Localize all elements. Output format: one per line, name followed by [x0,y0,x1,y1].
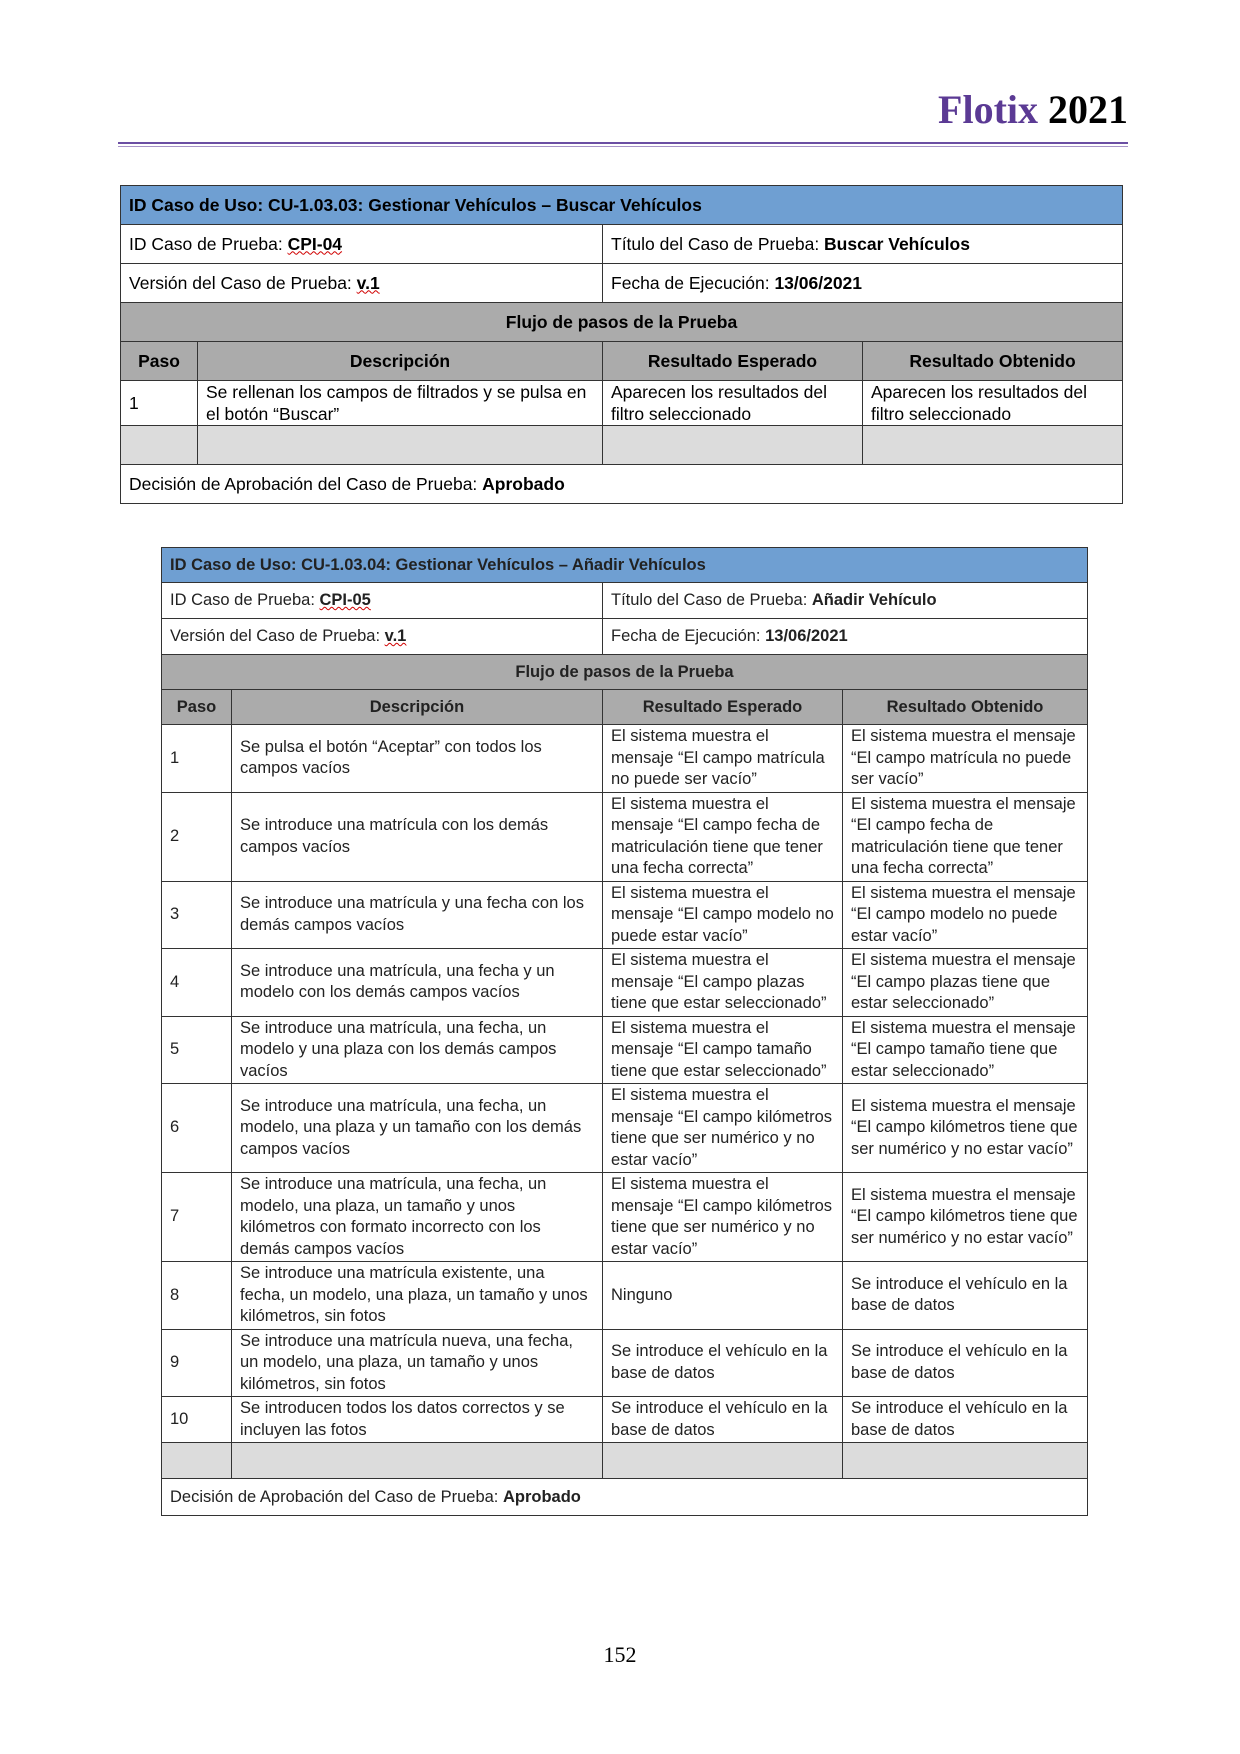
step-number: 8 [162,1262,232,1330]
table-row [162,792,1088,881]
empty-cell [232,1443,603,1479]
step-number: 10 [162,1397,232,1443]
step-description: Se introduce una matrícula con los demás campos vacíos [232,792,603,881]
step-expected: El sistema muestra el mensaje “El campo kilómetros tiene que ser numérico y no estar vacío” [603,1084,843,1173]
test-title-value: Añadir Vehículo [811,591,937,609]
step-obtained: El sistema muestra el mensaje “El campo fecha de matriculación tiene que tener una fecha correcta” [843,792,1088,881]
step-obtained: El sistema muestra el mensaje “El campo tamaño tiene que estar seleccionado” [843,1016,1088,1084]
test-date-value: 13/06/2021 [774,272,863,293]
test-version-cell [121,264,603,303]
test-version-value: v.1 [384,627,407,645]
test-id-cell [121,225,603,264]
step-obtained: El sistema muestra el mensaje “El campo plazas tiene que estar seleccionado” [843,949,1088,1017]
step-obtained: Aparecen los resultados del filtro seleccionado [863,381,1123,426]
test-id-label: ID Caso de Prueba: [170,591,320,609]
step-description: Se rellenan los campos de filtrados y se pulsa en el botón “Buscar” [198,381,603,426]
empty-cell [121,426,198,465]
step-obtained: El sistema muestra el mensaje “El campo kilómetros tiene que ser numérico y no estar vacío” [843,1084,1088,1173]
column-header-descripcion: Descripción [198,342,603,381]
column-header-paso: Paso [162,690,232,725]
test-version-cell [162,619,603,655]
step-description: Se introducen todos los datos correctos y se incluyen las fotos [232,1397,603,1443]
decision-value: Aprobado [502,1487,581,1506]
test-version-label: Versión del Caso de Prueba: [129,272,357,293]
test-date-label: Fecha de Ejecución: [611,627,766,645]
table-row [121,381,1123,426]
table-row [162,1173,1088,1262]
flow-section-title: Flujo de pasos de la Prueba [162,655,1088,690]
column-header-descripcion: Descripción [232,690,603,725]
empty-cell [863,426,1123,465]
test-date-cell [603,619,1088,655]
test-title-label: Título del Caso de Prueba: [611,233,825,254]
step-obtained: El sistema muestra el mensaje “El campo modelo no puede estar vacío” [843,881,1088,949]
empty-cell [198,426,603,465]
step-description: Se introduce una matrícula, una fecha, un modelo, una plaza y un tamaño con los demás campos vacíos [232,1084,603,1173]
step-description: Se introduce una matrícula nueva, una fecha, un modelo, una plaza, un tamaño y unos kilómetros, sin fotos [232,1329,603,1397]
step-expected: El sistema muestra el mensaje “El campo kilómetros tiene que ser numérico y no estar vacío” [603,1173,843,1262]
table-row [162,1084,1088,1173]
flow-section-title: Flujo de pasos de la Prueba [121,303,1123,342]
step-description: Se introduce una matrícula existente, una fecha, un modelo, una plaza, un tamaño y unos kilómetros, sin fotos [232,1262,603,1330]
step-description: Se introduce una matrícula, una fecha, un modelo y una plaza con los demás campos vacíos [232,1016,603,1084]
test-id-label: ID Caso de Prueba: [129,233,288,254]
empty-cell [162,1443,232,1479]
test-id-cell [162,583,603,619]
use-case-header: ID Caso de Uso: CU-1.03.04: Gestionar Vehículos – Añadir Vehículos [162,548,1088,583]
test-date-cell [603,264,1123,303]
empty-cell [843,1443,1088,1479]
step-expected: El sistema muestra el mensaje “El campo plazas tiene que estar seleccionado” [603,949,843,1017]
step-number: 1 [162,725,232,793]
decision-label: Decisión de Aprobación del Caso de Prueba: [170,1487,503,1506]
page-number: 152 [603,1642,637,1667]
column-header-paso: Paso [121,342,198,381]
column-header-esperado: Resultado Esperado [603,690,843,725]
step-description: Se introduce una matrícula y una fecha con los demás campos vacíos [232,881,603,949]
test-case-table-cpi-04 [120,185,1123,504]
step-number: 2 [162,792,232,881]
document-year: 2021 [1048,87,1128,132]
empty-row [121,426,1123,465]
step-number: 1 [121,381,198,426]
column-header-esperado: Resultado Esperado [603,342,863,381]
decision-label: Decisión de Aprobación del Caso de Prueba: [129,473,483,494]
table-row [162,1329,1088,1397]
empty-cell [603,426,863,465]
step-expected: El sistema muestra el mensaje “El campo modelo no puede estar vacío” [603,881,843,949]
step-number: 5 [162,1016,232,1084]
step-expected: Ninguno [603,1262,843,1330]
test-date-label: Fecha de Ejecución: [611,272,775,293]
test-title-label: Título del Caso de Prueba: [611,591,812,609]
header-divider-secondary [118,146,1128,147]
step-obtained: Se introduce el vehículo en la base de datos [843,1329,1088,1397]
use-case-header: ID Caso de Uso: CU-1.03.03: Gestionar Vehículos – Buscar Vehículos [121,186,1123,225]
step-description: Se introduce una matrícula, una fecha y un modelo con los demás campos vacíos [232,949,603,1017]
step-obtained: El sistema muestra el mensaje “El campo matrícula no puede ser vacío” [843,725,1088,793]
test-date-value: 13/06/2021 [765,627,848,645]
brand-name: Flotix [938,87,1038,132]
test-title-cell [603,225,1123,264]
step-number: 4 [162,949,232,1017]
approval-decision [162,1479,1088,1516]
step-number: 3 [162,881,232,949]
test-version-value: v.1 [356,272,380,293]
step-description: Se pulsa el botón “Aceptar” con todos los campos vacíos [232,725,603,793]
step-obtained: El sistema muestra el mensaje “El campo kilómetros tiene que ser numérico y no estar vacío” [843,1173,1088,1262]
step-expected: Se introduce el vehículo en la base de datos [603,1397,843,1443]
table-row [162,1397,1088,1443]
header-divider [118,142,1128,144]
step-obtained: Se introduce el vehículo en la base de datos [843,1262,1088,1330]
test-id-value: CPI-04 [287,233,343,254]
approval-decision [121,465,1123,504]
step-number: 6 [162,1084,232,1173]
test-version-label: Versión del Caso de Prueba: [170,627,385,645]
table-row [162,949,1088,1017]
test-id-value: CPI-05 [319,591,371,609]
step-expected: Aparecen los resultados del filtro seleccionado [603,381,863,426]
table-row [162,725,1088,793]
step-expected: El sistema muestra el mensaje “El campo fecha de matriculación tiene que tener una fecha correcta” [603,792,843,881]
decision-value: Aprobado [482,473,565,494]
step-number: 7 [162,1173,232,1262]
table-row [162,881,1088,949]
empty-row [162,1443,1088,1479]
column-header-obtenido: Resultado Obtenido [863,342,1123,381]
column-header-obtenido: Resultado Obtenido [843,690,1088,725]
step-obtained: Se introduce el vehículo en la base de datos [843,1397,1088,1443]
step-expected: Se introduce el vehículo en la base de datos [603,1329,843,1397]
table-row [162,1016,1088,1084]
test-case-table-cpi-05 [161,547,1088,1516]
test-title-cell [603,583,1088,619]
step-number: 9 [162,1329,232,1397]
step-description: Se introduce una matrícula, una fecha, un modelo, una plaza, un tamaño y unos kilómetros con formato incorrecto con los demás campos vacíos [232,1173,603,1262]
step-expected: El sistema muestra el mensaje “El campo tamaño tiene que estar seleccionado” [603,1016,843,1084]
table-row [162,1262,1088,1330]
step-expected: El sistema muestra el mensaje “El campo matrícula no puede ser vacío” [603,725,843,793]
document-title [938,87,1128,132]
test-title-value: Buscar Vehículos [824,233,970,254]
empty-cell [603,1443,843,1479]
